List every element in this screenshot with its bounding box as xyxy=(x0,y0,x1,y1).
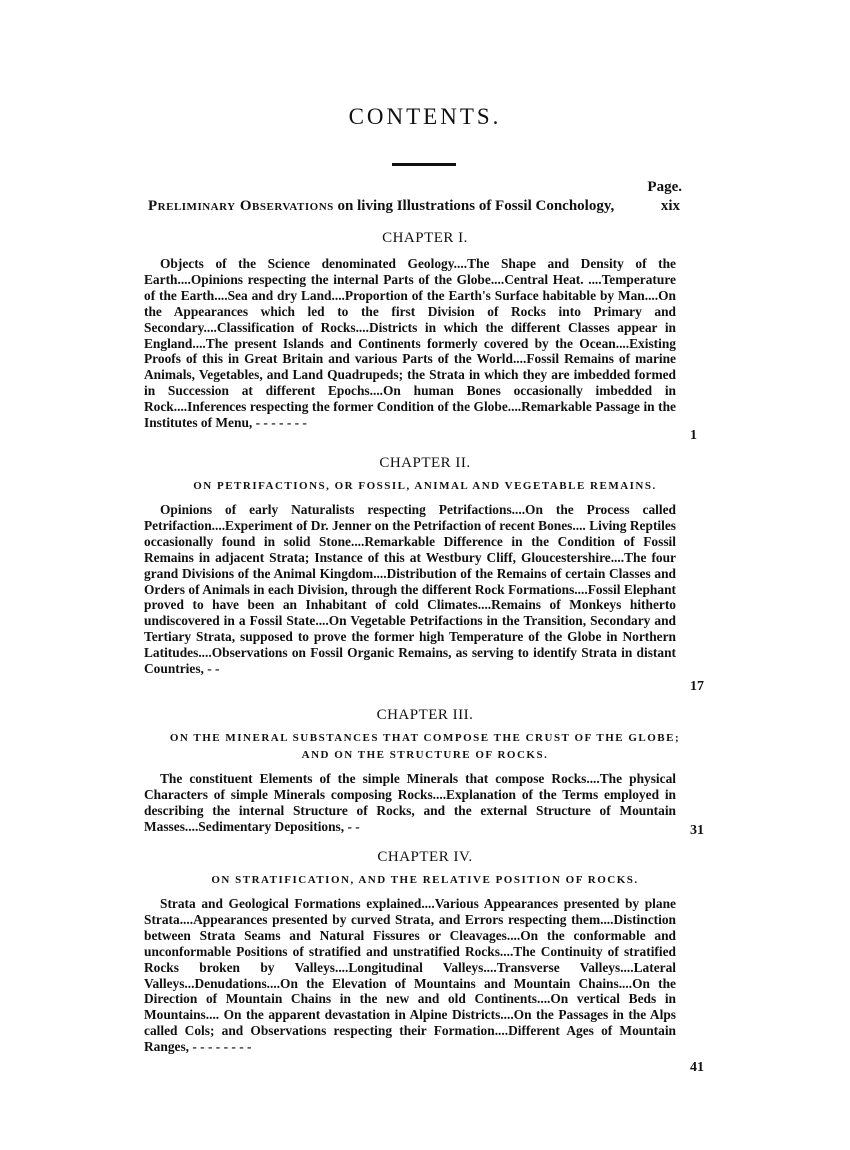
preliminary-label: Preliminary Observations xyxy=(148,198,334,214)
page-title: CONTENTS. xyxy=(348,104,502,129)
preliminary-entry xyxy=(148,198,680,215)
chapter-subtitle: ON STRATIFICATION, AND THE RELATIVE POSITION OF ROCKS. xyxy=(211,874,639,886)
preliminary-label-rest: on living Illustrations of Fossil Conchology, xyxy=(333,198,615,214)
chapter-3-page: 31 xyxy=(690,823,704,838)
chapter-summary: Objects of the Science denominated Geology....The Shape and Density of the Earth....Opinions respecting the internal Parts of the Globe....Central Heat. ....Temperature of the Earth....Sea and dry Land....Proportion of the Earth's Surface habitable by Man....On the Appearances which led to the first Division of Rocks into Primary and Secondary....Classification of Rocks....Districts in which the different Classes appear in England....The present Islands and Continents formerly covered by the Ocean....Existing Proofs of this in Great Britain and various Parts of the World....Fossil Remains of marine Animals, Vegetables, and Land Quadrupeds; the Strata in which they are imbedded formed in Succession at different Epochs....On human Bones occasionally imbedded in Rock....Inferences respecting the former Condition of the Globe....Remarkable Passage in the Institutes of Menu, - - - - - - - xyxy=(144,256,676,431)
chapter-subtitle: ON PETRIFACTIONS, OR FOSSIL, ANIMAL AND VEGETABLE REMAINS. xyxy=(193,480,657,492)
preliminary-page: xix xyxy=(660,198,680,214)
chapter-2-page: 17 xyxy=(690,679,704,694)
chapter-4-page: 41 xyxy=(690,1060,704,1075)
chapter-title: CHAPTER I. xyxy=(382,230,468,246)
chapter-1 xyxy=(0,230,850,431)
chapter-1-page: 1 xyxy=(690,428,697,443)
chapter-3 xyxy=(0,707,850,835)
chapter-4 xyxy=(0,849,850,1055)
title-rule xyxy=(392,163,456,166)
chapter-title: CHAPTER IV. xyxy=(377,849,473,865)
chapter-summary: Strata and Geological Formations explained....Various Appearances presented by plane Strata....Appearances presented by curved Strata, and Errors respecting them....Distinction between Strata Seams and Natural Fissures or Cleavages....On the conformable and unconformable Positions of stratified and unstratified Rocks....The Continuity of stratified Rocks broken by Valleys....Longitudinal Valleys....Transverse Valleys....Lateral Valleys...Denudations....On the Elevation of Mountains and Mountain Chains....On the Direction of Mountain Chains in the new and old Continents....On vertical Beds in Mountains.... On the apparent devastation in Alpine Districts....On the Passages in the Alps called Cols; and Observations respecting their Formation....Different Ages of Mountain Ranges, - - - - - - - - xyxy=(144,896,676,1055)
chapter-summary: Opinions of early Naturalists respecting Petrifactions....On the Process called Petrifaction....Experiment of Dr. Jenner on the Petrifaction of recent Bones.... Living Reptiles occasionally found in solid Stone....Remarkable Difference in the Condition of Fossil Remains in adjacent Strata; Instance of this at Westbury Cliff, Gloucestershire....The four grand Divisions of the Animal Kingdom....Distribution of the Remains of certain Classes and Orders of Animals in each Division, through the different Rock Formations....Fossil Elephant proved to have been an Inhabitant of cold Climates....Remains of Monkeys hitherto undiscovered in a Fossil State....On Vegetable Petrifactions in the Transition, Secondary and Tertiary Strata, supposed to prove the former high Temperature of the Globe in Northern Latitudes....Observations on Fossil Organic Remains, as serving to identify Strata in distant Countries, - - xyxy=(144,502,676,677)
chapter-title: CHAPTER II. xyxy=(379,455,471,471)
chapter-2 xyxy=(0,455,850,677)
page-column-heading: Page. xyxy=(647,179,682,195)
chapter-summary: The constituent Elements of the simple Minerals that compose Rocks....The physical Characters of simple Minerals composing Rocks....Explanation of the Terms employed in describing the internal Structure of Rocks, and the external Structure of Mountain Masses....Sedimentary Depositions, - - xyxy=(144,771,676,834)
chapter-title: CHAPTER III. xyxy=(376,707,474,723)
chapter-subtitle: ON THE MINERAL SUBSTANCES THAT COMPOSE THE CRUST OF THE GLOBE; AND ON THE STRUCTURE OF ROCKS. xyxy=(169,732,681,761)
